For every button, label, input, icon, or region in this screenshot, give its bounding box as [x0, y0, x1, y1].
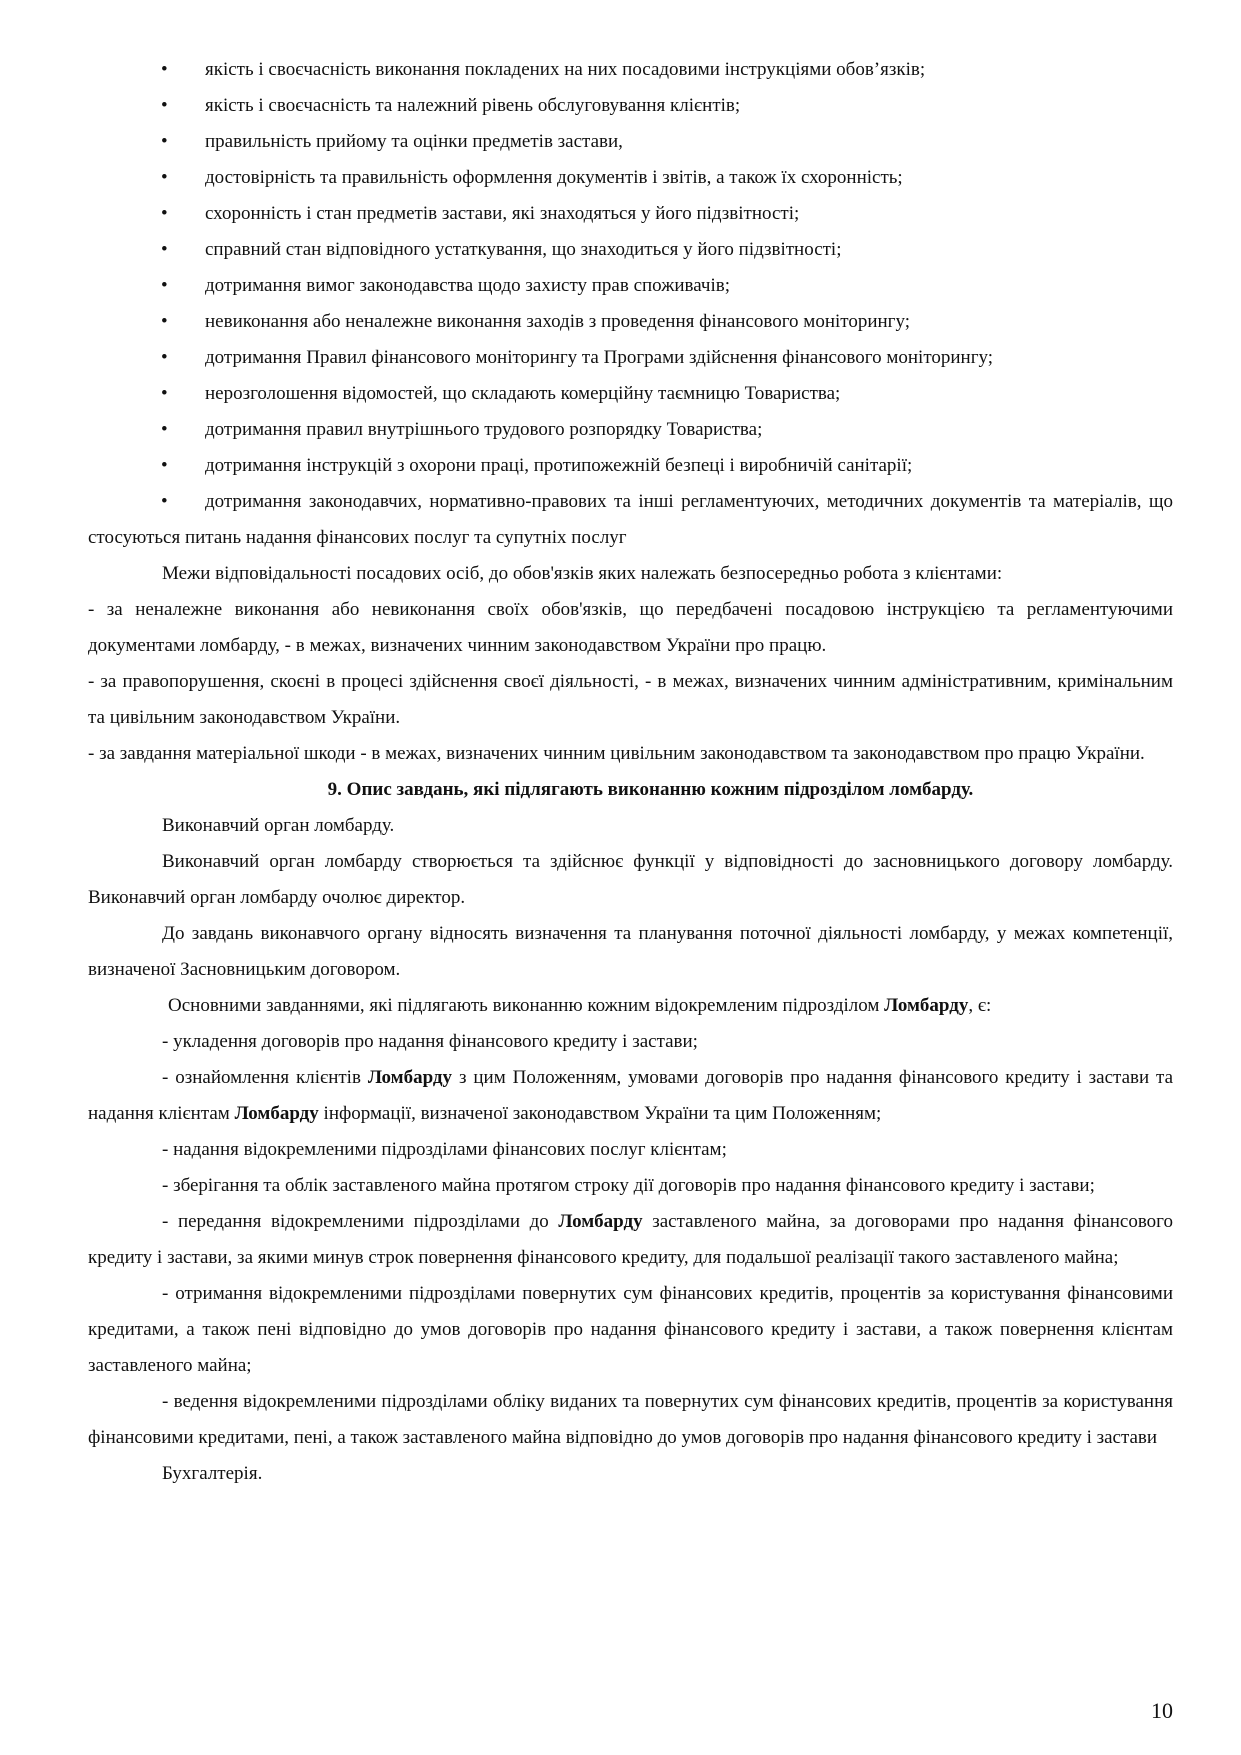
executive-body-tasks-paragraph: До завдань виконавчого органу відносять визначення та планування поточної діяльності ломбарду, у межах компетенції, визначеної Засновницьким договором. — [88, 923, 1173, 980]
responsibility-intro: Межи відповідальності посадових осіб, до обов'язків яких належать безпосередньо робота з клієнтами: — [162, 563, 1003, 584]
executive-body-paragraph: Виконавчий орган ломбарду створюється та здійснює функції у відповідності до засновницького договору ломбарду. Виконавчий орган ломбарду очолює директор. — [88, 851, 1173, 908]
bullet-item: • дотримання Правил фінансового моніторингу та Програми здійснення фінансового моніторингу; — [88, 340, 1173, 376]
task-item: - ведення відокремленими підрозділами обліку виданих та повернутих сум фінансових кредитів, процентів за користування фінансовими кредитами, пені, а також заставленого майна відповідно до умов договорів про надання фінансового кредиту і застави — [88, 1391, 1173, 1448]
task-item: - передання відокремленими підрозділами до Ломбарду заставленого майна, за договорами про надання фінансового кредиту і застави, за якими минув строк повернення фінансового кредиту, для подальшої реалізації такого заставленого майна; — [88, 1211, 1173, 1268]
bullet-item: • дотримання законодавчих, нормативно-правових та інші регламентуючих, методичних документів та матеріалів, що стосуються питань надання фінансових послуг та супутніх послуг — [88, 484, 1173, 556]
bullet-marker: • — [161, 383, 168, 404]
task-item: - укладення договорів про надання фінансового кредиту і застави; — [162, 1031, 698, 1052]
responsibility-item: - за неналежне виконання або невиконання своїх обов'язків, що передбачені посадовою інструкцією та регламентуючими документами ломбарду, - в межах, визначених чинним законодавством України про працю. — [88, 599, 1173, 656]
bullet-item: • дотримання інструкцій з охорони праці, протипожежній безпеці і виробничій санітарії; — [88, 448, 1173, 484]
bullet-marker: • — [161, 347, 168, 368]
bullet-marker: • — [161, 203, 168, 224]
responsibility-item: - за завдання матеріальної шкоди - в межах, визначених чинним цивільним законодавством та законодавством про працю України. — [88, 743, 1145, 764]
responsibility-bullet-list — [88, 52, 1173, 556]
task-item: - надання відокремленими підрозділами фінансових послуг клієнтам; — [162, 1139, 727, 1160]
bullet-marker: • — [161, 59, 168, 80]
main-tasks-intro: Основними завданнями, які підлягають виконанню кожним відокремленим підрозділом Ломбарду, є: — [168, 995, 992, 1016]
executive-body-title: Виконавчий орган ломбарду. — [162, 815, 395, 836]
task-item: - отримання відокремленими підрозділами повернутих сум фінансових кредитів, процентів за користування фінансовими кредитами, а також пені відповідно до умов договорів про надання фінансового кредиту і застави, а також повернення клієнтам заставленого майна; — [88, 1283, 1173, 1376]
bullet-marker: • — [161, 311, 168, 332]
task-item: - ознайомлення клієнтів Ломбарду з цим Положенням, умовами договорів про надання фінансового кредиту і застави та надання клієнтам Ломбарду інформації, визначеної законодавством України та цим Положенням; — [88, 1067, 1174, 1124]
accounting-title: Бухгалтерія. — [162, 1463, 263, 1484]
bullet-marker: • — [161, 167, 168, 188]
bullet-item: • якість і своєчасність та належний рівень обслуговування клієнтів; — [88, 88, 1173, 124]
bullet-item: • якість і своєчасність виконання покладених на них посадовими інструкціями обов’язків; — [88, 52, 1173, 88]
bullet-marker: • — [161, 131, 168, 152]
bullet-item: • дотримання вимог законодавства щодо захисту прав споживачів; — [88, 268, 1173, 304]
bullet-item: • дотримання правил внутрішнього трудового розпорядку Товариства; — [88, 412, 1173, 448]
bullet-marker: • — [161, 455, 168, 476]
bullet-item: • схоронність і стан предметів застави, які знаходяться у його підзвітності; — [88, 196, 1173, 232]
bullet-marker: • — [161, 275, 168, 296]
document-page — [88, 52, 1173, 1492]
bullet-item: • нерозголошення відомостей, що складають комерційну таємницю Товариства; — [88, 376, 1173, 412]
bullet-marker: • — [161, 95, 168, 116]
page-number: 10 — [1151, 1698, 1173, 1723]
bullet-item: • невиконання або неналежне виконання заходів з проведення фінансового моніторингу; — [88, 304, 1173, 340]
responsibility-item: - за правопорушення, скоєні в процесі здійснення своєї діяльності, - в межах, визначених чинним адміністративним, кримінальним та цивільним законодавством України. — [88, 671, 1173, 728]
bullet-item: • справний стан відповідного устаткування, що знаходиться у його підзвітності; — [88, 232, 1173, 268]
section-heading: 9. Опис завдань, які підлягають виконанню кожним підрозділом ломбарду. — [327, 779, 974, 800]
bullet-marker: • — [161, 419, 168, 440]
bullet-item: • правильність прийому та оцінки предметів застави, — [88, 124, 1173, 160]
bullet-marker: • — [161, 239, 168, 260]
bullet-item: • достовірність та правильність оформлення документів і звітів, а також їх схоронність; — [88, 160, 1173, 196]
task-item: - зберігання та облік заставленого майна протягом строку дії договорів про надання фінансового кредиту і застави; — [162, 1175, 1095, 1196]
bullet-marker: • — [161, 491, 168, 512]
